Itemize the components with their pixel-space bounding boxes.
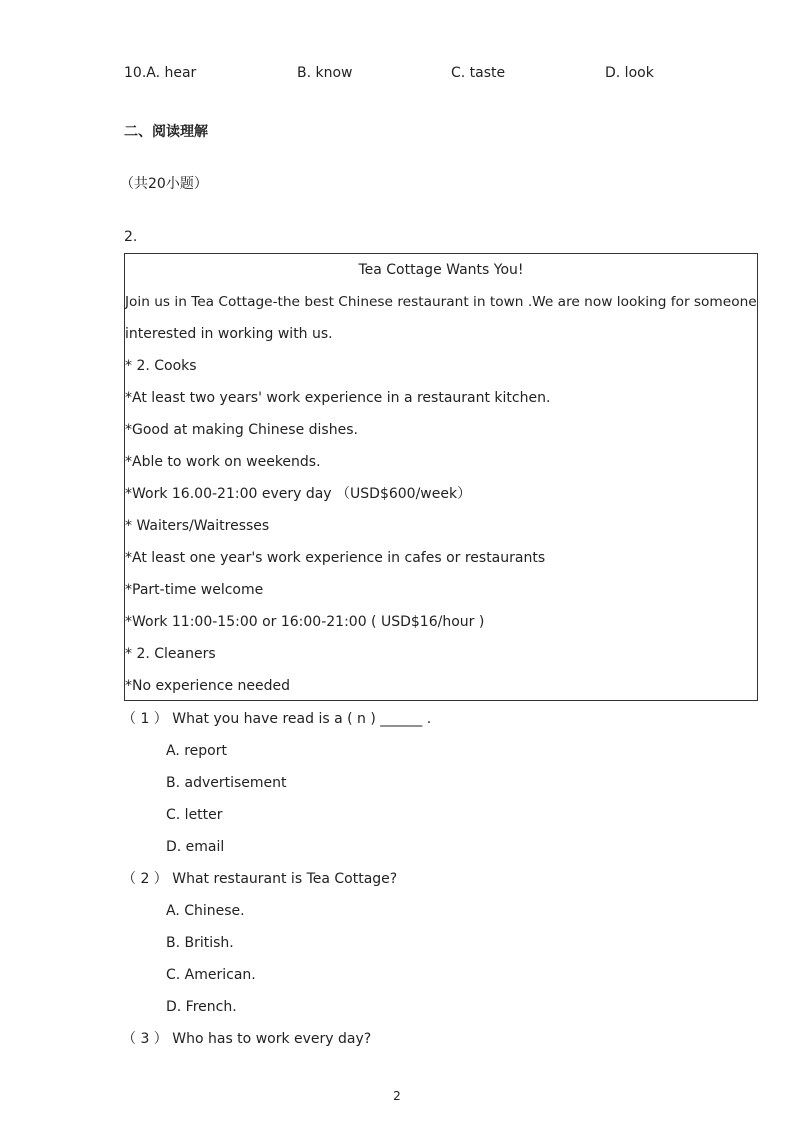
option-b: B. advertisement (166, 775, 287, 791)
option-c: C. letter (166, 807, 223, 823)
ad-line: *Part-time welcome (125, 582, 264, 598)
q10-option-a: 10.A. hear (124, 65, 197, 81)
option-c: C. American. (166, 967, 256, 983)
ad-line: *Good at making Chinese dishes. (125, 422, 358, 438)
q10-option-c: C. taste (451, 65, 506, 81)
option-a: A. report (166, 743, 227, 759)
question-number: 2. (124, 229, 138, 245)
ad-line: *At least one year's work experience in cafes or restaurants (125, 550, 546, 566)
ad-line: *Work 16.00-21:00 every day （USD$600/week） (125, 486, 472, 502)
option-a: A. Chinese. (166, 903, 245, 919)
option-d: D. email (166, 839, 225, 855)
option-d: D. French. (166, 999, 237, 1015)
ad-intro-line-1: Join us in Tea Cottage-the best Chinese restaurant in town .We are now looking for someone (125, 294, 757, 310)
q10-option-b: B. know (297, 65, 353, 81)
q10-option-d: D. look (605, 65, 654, 81)
sub-question-1: （ 1 ） What you have read is a ( n ) ______ . (122, 711, 432, 727)
sub-question-2: （ 2 ） What restaurant is Tea Cottage? (122, 871, 398, 887)
ad-intro-line-2: interested in working with us. (125, 326, 333, 342)
advertisement-box (124, 253, 758, 701)
ad-line: * 2. Cooks (125, 358, 197, 374)
section-note: （共20小题） (120, 176, 208, 192)
ad-line: *Able to work on weekends. (125, 454, 321, 470)
ad-line: * 2. Cleaners (125, 646, 216, 662)
page-number: 2 (393, 1089, 401, 1103)
section-title: 二、阅读理解 (124, 124, 208, 140)
ad-line: *Work 11:00-15:00 or 16:00-21:00 ( USD$16/hour ) (125, 614, 485, 630)
option-b: B. British. (166, 935, 234, 951)
sub-question-3: （ 3 ） Who has to work every day? (122, 1031, 372, 1047)
ad-line: * Waiters/Waitresses (125, 518, 270, 534)
ad-line: *At least two years' work experience in a restaurant kitchen. (125, 390, 551, 406)
ad-title: Tea Cottage Wants You! (358, 262, 524, 278)
ad-line: *No experience needed (125, 678, 291, 694)
